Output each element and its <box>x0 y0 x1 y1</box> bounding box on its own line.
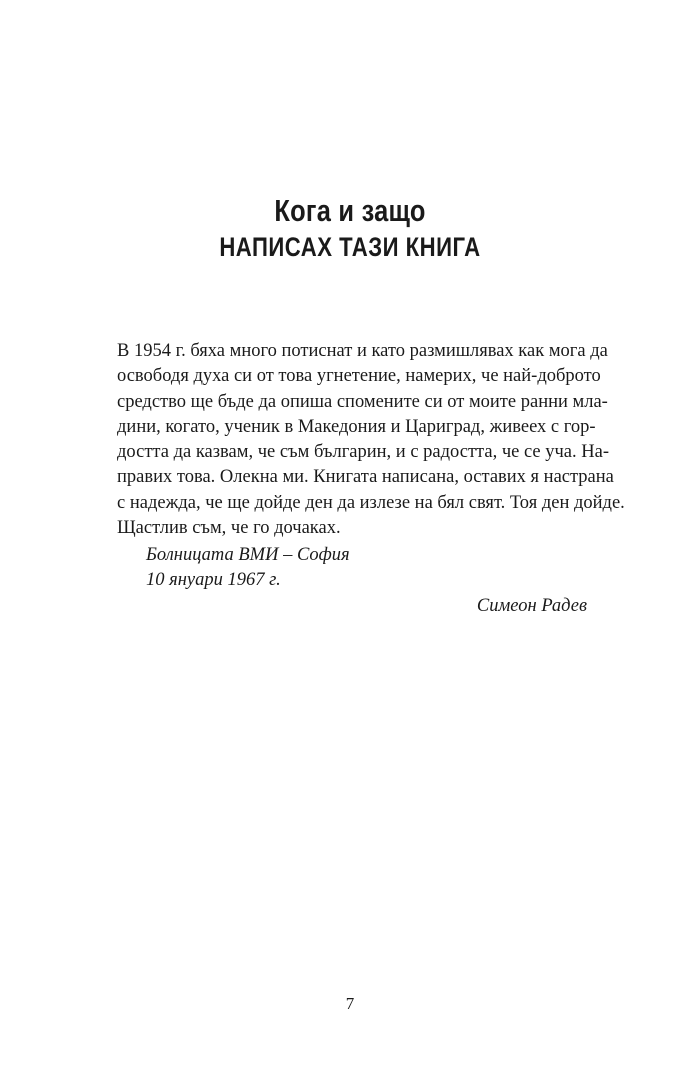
body-line: средство ще бъде да опиша спомените си от моите ранни мла- <box>117 391 608 412</box>
body-line: В 1954 г. бяха много потиснат и като размишлявах как мога да <box>117 341 608 361</box>
chapter-title-line-2: НАПИСАХ ТАЗИ КНИГА <box>219 232 481 262</box>
body-paragraph <box>117 339 625 541</box>
body-line: достта да казвам, че съм българин, и с радостта, че се уча. На- <box>117 442 609 463</box>
date-line: 10 януари 1967 г. <box>146 570 281 590</box>
body-line: дини, когато, ученик в Македония и Цариград, живеех с гор- <box>117 416 596 437</box>
page-number: 7 <box>345 994 355 1013</box>
body-line: освободя духа си от това угнетение, намерих, че най-доброто <box>117 366 601 387</box>
author-signature: Симеон Радев <box>476 596 587 616</box>
body-line: Щастлив съм, че го дочаках. <box>117 518 341 539</box>
body-line: правих това. Олекна ми. Книгата написана, оставих я настрана <box>117 467 614 488</box>
body-line: с надежда, че ще дойде ден да излезе на бял свят. Тоя ден дойде. <box>117 492 625 513</box>
chapter-title-line-1: Кога и защо <box>274 193 426 228</box>
place-line: Болницата ВМИ – София <box>146 545 350 565</box>
